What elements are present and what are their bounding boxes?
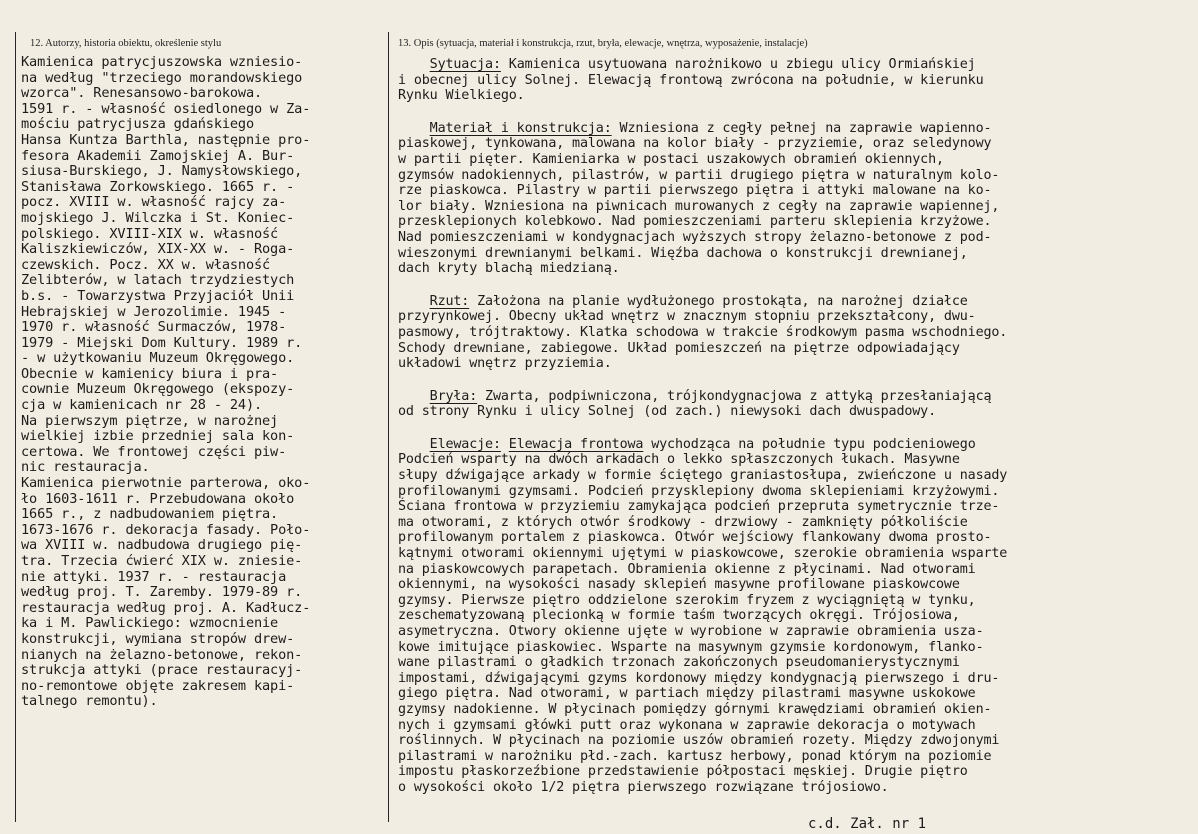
- section-line: kowe imitujące piaskowiec. Wsparte na masywnym gzymsie kordonowym, flanko-: [398, 639, 984, 655]
- section-line: giego piętra. Nad otworami, w partiach między pilastrami masywne uskokowe: [398, 686, 976, 702]
- history-line: strukcja attyki (prace restauracyj-: [21, 662, 303, 679]
- section-line: [398, 437, 1193, 453]
- history-line: polskiego. XVIII-XIX w. własność: [21, 225, 279, 242]
- section-line: Podcień wsparty na dwóch arkadach o lekko spłaszczonych łukach. Masywne: [398, 452, 960, 468]
- history-line: według proj. T. Zaremby. 1979-89 r.: [21, 584, 303, 601]
- history-line: Kaliszkiewiczów, XIX-XX w. - Roga-: [21, 241, 295, 258]
- history-line: 1979 - Miejski Dom Kultury. 1989 r.: [21, 334, 303, 351]
- history-line: 1673-1676 r. dekoracja fasady. Poło-: [21, 521, 311, 538]
- section-label: Sytuacja:: [429, 57, 501, 72]
- history-line: 1970 r. własność Surmaczów, 1978-: [21, 319, 287, 336]
- history-line: restauracja według proj. A. Kadłucz-: [21, 599, 311, 616]
- section-line: wieszonymi drewnianymi belkami. Więźba dachowa o konstrukcji drewnianej,: [398, 245, 968, 261]
- section-line: nych i gzymsami główki putt oraz wykonana w zaprawie dekoracja o motywach: [398, 717, 976, 733]
- history-line: wielkiej izbie przedniej sala kon-: [21, 428, 295, 445]
- section-line: impostami, dźwigającymi gzyms kordonowy między kondygnacją pierwszego i dru-: [398, 670, 1000, 686]
- section-line: w partii pięter. Kamieniarka w postaci uszakowych obramień okiennych,: [398, 151, 944, 167]
- footer-note: c.d. Zał. nr 1: [808, 816, 927, 832]
- section-line: wane pilastrami o gładkich trzonach zakończonych pseudomanierystycznymi: [398, 655, 960, 671]
- section-line: od strony Rynku i ulicy Solnej (od zach.) niewysoki dach dwuspadowy.: [398, 404, 937, 420]
- section-1: [398, 57, 1193, 104]
- description-column: [398, 57, 1193, 813]
- history-line: mościu patrycjusza gdańskiego: [21, 116, 254, 133]
- history-line: siusa-Burskiego, J. Namysłowskiego,: [21, 163, 303, 180]
- section-line: przesklepionych kolebkowo. Nad pomieszczeniami parteru sklepienia krzyżowe.: [398, 214, 992, 230]
- section-line: pasmowy, trójtraktowy. Klatka schodowa w trakcie środkowym pasma wschodniego.: [398, 324, 1008, 340]
- section-line: zeschematyzowaną plecionką w formie taśm tworzących okręgi. Trójosiowa,: [398, 608, 960, 624]
- section-line: i obecnej ulicy Solnej. Elewacją frontową zwrócona na południe, w kierunku: [398, 72, 984, 88]
- section-line: o wysokości około 1/2 piętra pierwszego rozwiązane trójosiowo.: [398, 779, 889, 795]
- history-line: Zelibterów, w latach trzydziestych: [21, 272, 295, 289]
- section-2: [398, 121, 1193, 277]
- section-4: [398, 389, 1193, 420]
- history-line: Hansa Kuntza Barthla, następnie pro-: [21, 131, 311, 148]
- section-line: rze piaskowca. Pilastry w partii pierwszego piętra i attyki malowane na ko-: [398, 183, 992, 199]
- section-line: przyrynkowej. Obecny układ wnętrz w znacznym stopniu przekształcony, dwu-: [398, 309, 976, 325]
- section-line: [398, 57, 1193, 73]
- history-line: ło 1603-1611 r. Przebudowana około: [21, 490, 295, 507]
- section-line: roślinnych. W płycinach na poziomie uszów obramień rozety. Między zdwojonymi: [398, 733, 1000, 749]
- history-line: tra. Trzecia ćwierć XIX w. zniesie-: [21, 553, 303, 569]
- left-column-header: 12. Autorzy, historia obiektu, określenie stylu: [30, 38, 222, 49]
- section-text: Elewacja frontowa wychodząca na południe typu podcieniowego: [508, 436, 976, 452]
- section-line: [398, 389, 1193, 405]
- section-5: [398, 437, 1193, 796]
- section-line: pilastrami w narożniku płd.-zach. kartusz herbowy, ponad którym na poziomie: [398, 748, 992, 764]
- section-label: Bryła:: [429, 388, 478, 404]
- history-line: ka i M. Pawlickiego: wzmocnienie: [21, 615, 279, 632]
- section-text: Założona na planie wydłużonego prostokąta, na narożnej działce: [469, 293, 968, 309]
- section-line: dach kryty blachą miedzianą.: [398, 261, 620, 277]
- section-line: Rynku Wielkiego.: [398, 88, 525, 104]
- section-line: lor biały. Wzniesiona na piwnicach murowanych z cegły na zaprawie wapiennej,: [398, 198, 1000, 214]
- left-border-line: [15, 32, 16, 822]
- history-line: cownie Muzeum Okręgowego (ekspozy-: [21, 381, 295, 398]
- history-line: nic restauracja.: [21, 459, 150, 476]
- section-line: asymetryczna. Otwory okienne ujęte w wyrobione w zaprawie obramienia uszа-: [398, 624, 984, 639]
- history-line: b.s. - Towarzystwa Przyjaciół Unii: [21, 287, 295, 304]
- history-line: 1665 r., z nadbudowaniem piętra.: [21, 506, 279, 523]
- section-line: [398, 121, 1193, 137]
- section-line: gzymsy nadokienne. W płycinach pomiędzy górnymi krawędziami obramień okien-: [398, 701, 992, 717]
- history-line: talnego remontu).: [21, 693, 158, 710]
- section-text: Kamienica usytuowana narożnikowo u zbiegu ulicy Ormiańskiej: [500, 57, 976, 72]
- history-line: konstrukcji, wymiana stropów drew-: [21, 630, 295, 647]
- history-line: nie attyki. 1937 r. - restauracja: [21, 568, 287, 585]
- section-line: piaskowej, tynkowana, malowana na kolor biały - przyziemie, oraz seledynowy: [398, 136, 992, 152]
- right-column-header: 13. Opis (sytuacja, materiał i konstrukcja, rzut, bryła, elewacje, wnętrza, wyposażenie, instalacje): [398, 38, 808, 49]
- section-line: na piaskowcowych parapetach. Obramienia okienne z płycinami. Nad otworami: [398, 561, 976, 577]
- history-line: Na pierwszym piętrze, w narożnej: [21, 412, 279, 429]
- section-line: impostu płaskorzeźbione przedstawienie półpostaci męskiej. Drugie piętro: [398, 764, 968, 780]
- section-line: [398, 294, 1193, 310]
- history-line: fesora Akademii Zamojskiej A. Bur-: [21, 147, 295, 164]
- history-line: no-remontowe objęte zakresem kapi-: [21, 677, 295, 694]
- history-line: - w użytkowaniu Muzeum Okręgowego.: [21, 350, 295, 367]
- section-line: profilowanymi gzymsami. Podcień przysklepiony dwoma sklepieniami krzyżowymi.: [398, 483, 1000, 499]
- history-line: 1591 r. - własność osiedlonego w Za-: [21, 100, 311, 117]
- section-text: Zwarta, podpiwniczona, trójkondygnacjowa z attyką przesłaniającą: [477, 388, 992, 404]
- history-line: pocz. XVIII w. własność rajcy za-: [21, 194, 287, 211]
- section-text: Wzniesiona z cegły pełnej na zaprawie wapienno-: [611, 120, 992, 136]
- section-line: okiennymi, na wysokości nasady sklepień masywne profilowane piaskowcowe: [398, 577, 960, 593]
- section-label: Rzut:: [429, 293, 470, 309]
- elewacja-frontowa-label: Elewacja frontowa: [508, 436, 644, 452]
- history-line: Obecnie w kamienicy biura i pra-: [21, 365, 279, 382]
- history-line: Hebrajskiej w Jerozolimie. 1945 -: [21, 303, 287, 320]
- section-line: Nad pomieszczeniami w kondygnacjach wyższych stropy żelazno-betonowe z pod-: [398, 229, 992, 245]
- history-line: certowa. We frontowej części piw-: [21, 443, 287, 460]
- history-line: wzorca". Renesansowo-barokowa.: [21, 85, 263, 102]
- section-line: słupy dźwigające arkady w formie ściętego graniastosłupa, zwieńczone u nasady: [398, 468, 1008, 484]
- section-line: profilowanym portalem z piaskowca. Otwór wejściowy flankowany dwoma prosto-: [398, 530, 992, 546]
- history-line: Stanisława Zorkowskiego. 1665 r. -: [21, 178, 295, 195]
- history-column: [21, 55, 383, 710]
- section-3: [398, 294, 1193, 372]
- history-line: mojskiego J. Wilczka i St. Koniec-: [21, 209, 295, 226]
- history-line: nianych na żelazno-betonowe, rekon-: [21, 646, 303, 663]
- history-line: na według "trzeciego morandowskiego: [21, 69, 303, 86]
- section-line: Schody drewniane, zabiegowe. Układ pomieszczeń na piętrze odpowiadający: [398, 340, 960, 356]
- section-line: gzymsy. Pierwsze piętro oddzielone szerokim fryzem z wyciągniętą w tynku,: [398, 592, 976, 608]
- section-line: ma otworami, z których otwór środkowy - drzwiowy - zamknięty półkoliście: [398, 514, 968, 530]
- history-line: cja w kamienicach nr 28 - 24).: [21, 397, 263, 414]
- history-line: Kamienica patrycjuszowska wzniesio-: [21, 54, 303, 70]
- column-divider-line: [388, 32, 389, 822]
- section-line: Ściana frontowa w przyziemiu zamykająca podcień przepruta symetrycznie trze-: [398, 499, 1000, 515]
- history-line: czewskich. Pocz. XX w. własność: [21, 256, 271, 273]
- section-label: Elewacje:: [429, 436, 501, 452]
- history-line: wa XVIII w. nadbudowa drugiego pię-: [21, 537, 303, 554]
- section-line: układowi wnętrz przyziemia.: [398, 356, 612, 372]
- section-line: kątnymi otworami okiennymi ujętymi w piaskowcowe, szerokie obramienia wsparte: [398, 546, 1008, 562]
- section-label: Materiał i konstrukcja:: [429, 120, 612, 136]
- history-line: Kamienica pierwotnie parterowa, oko-: [21, 475, 311, 492]
- section-line: gzymsów nadokiennych, pilastrów, w partii drugiego piętra w naturalnym kolo-: [398, 167, 1000, 183]
